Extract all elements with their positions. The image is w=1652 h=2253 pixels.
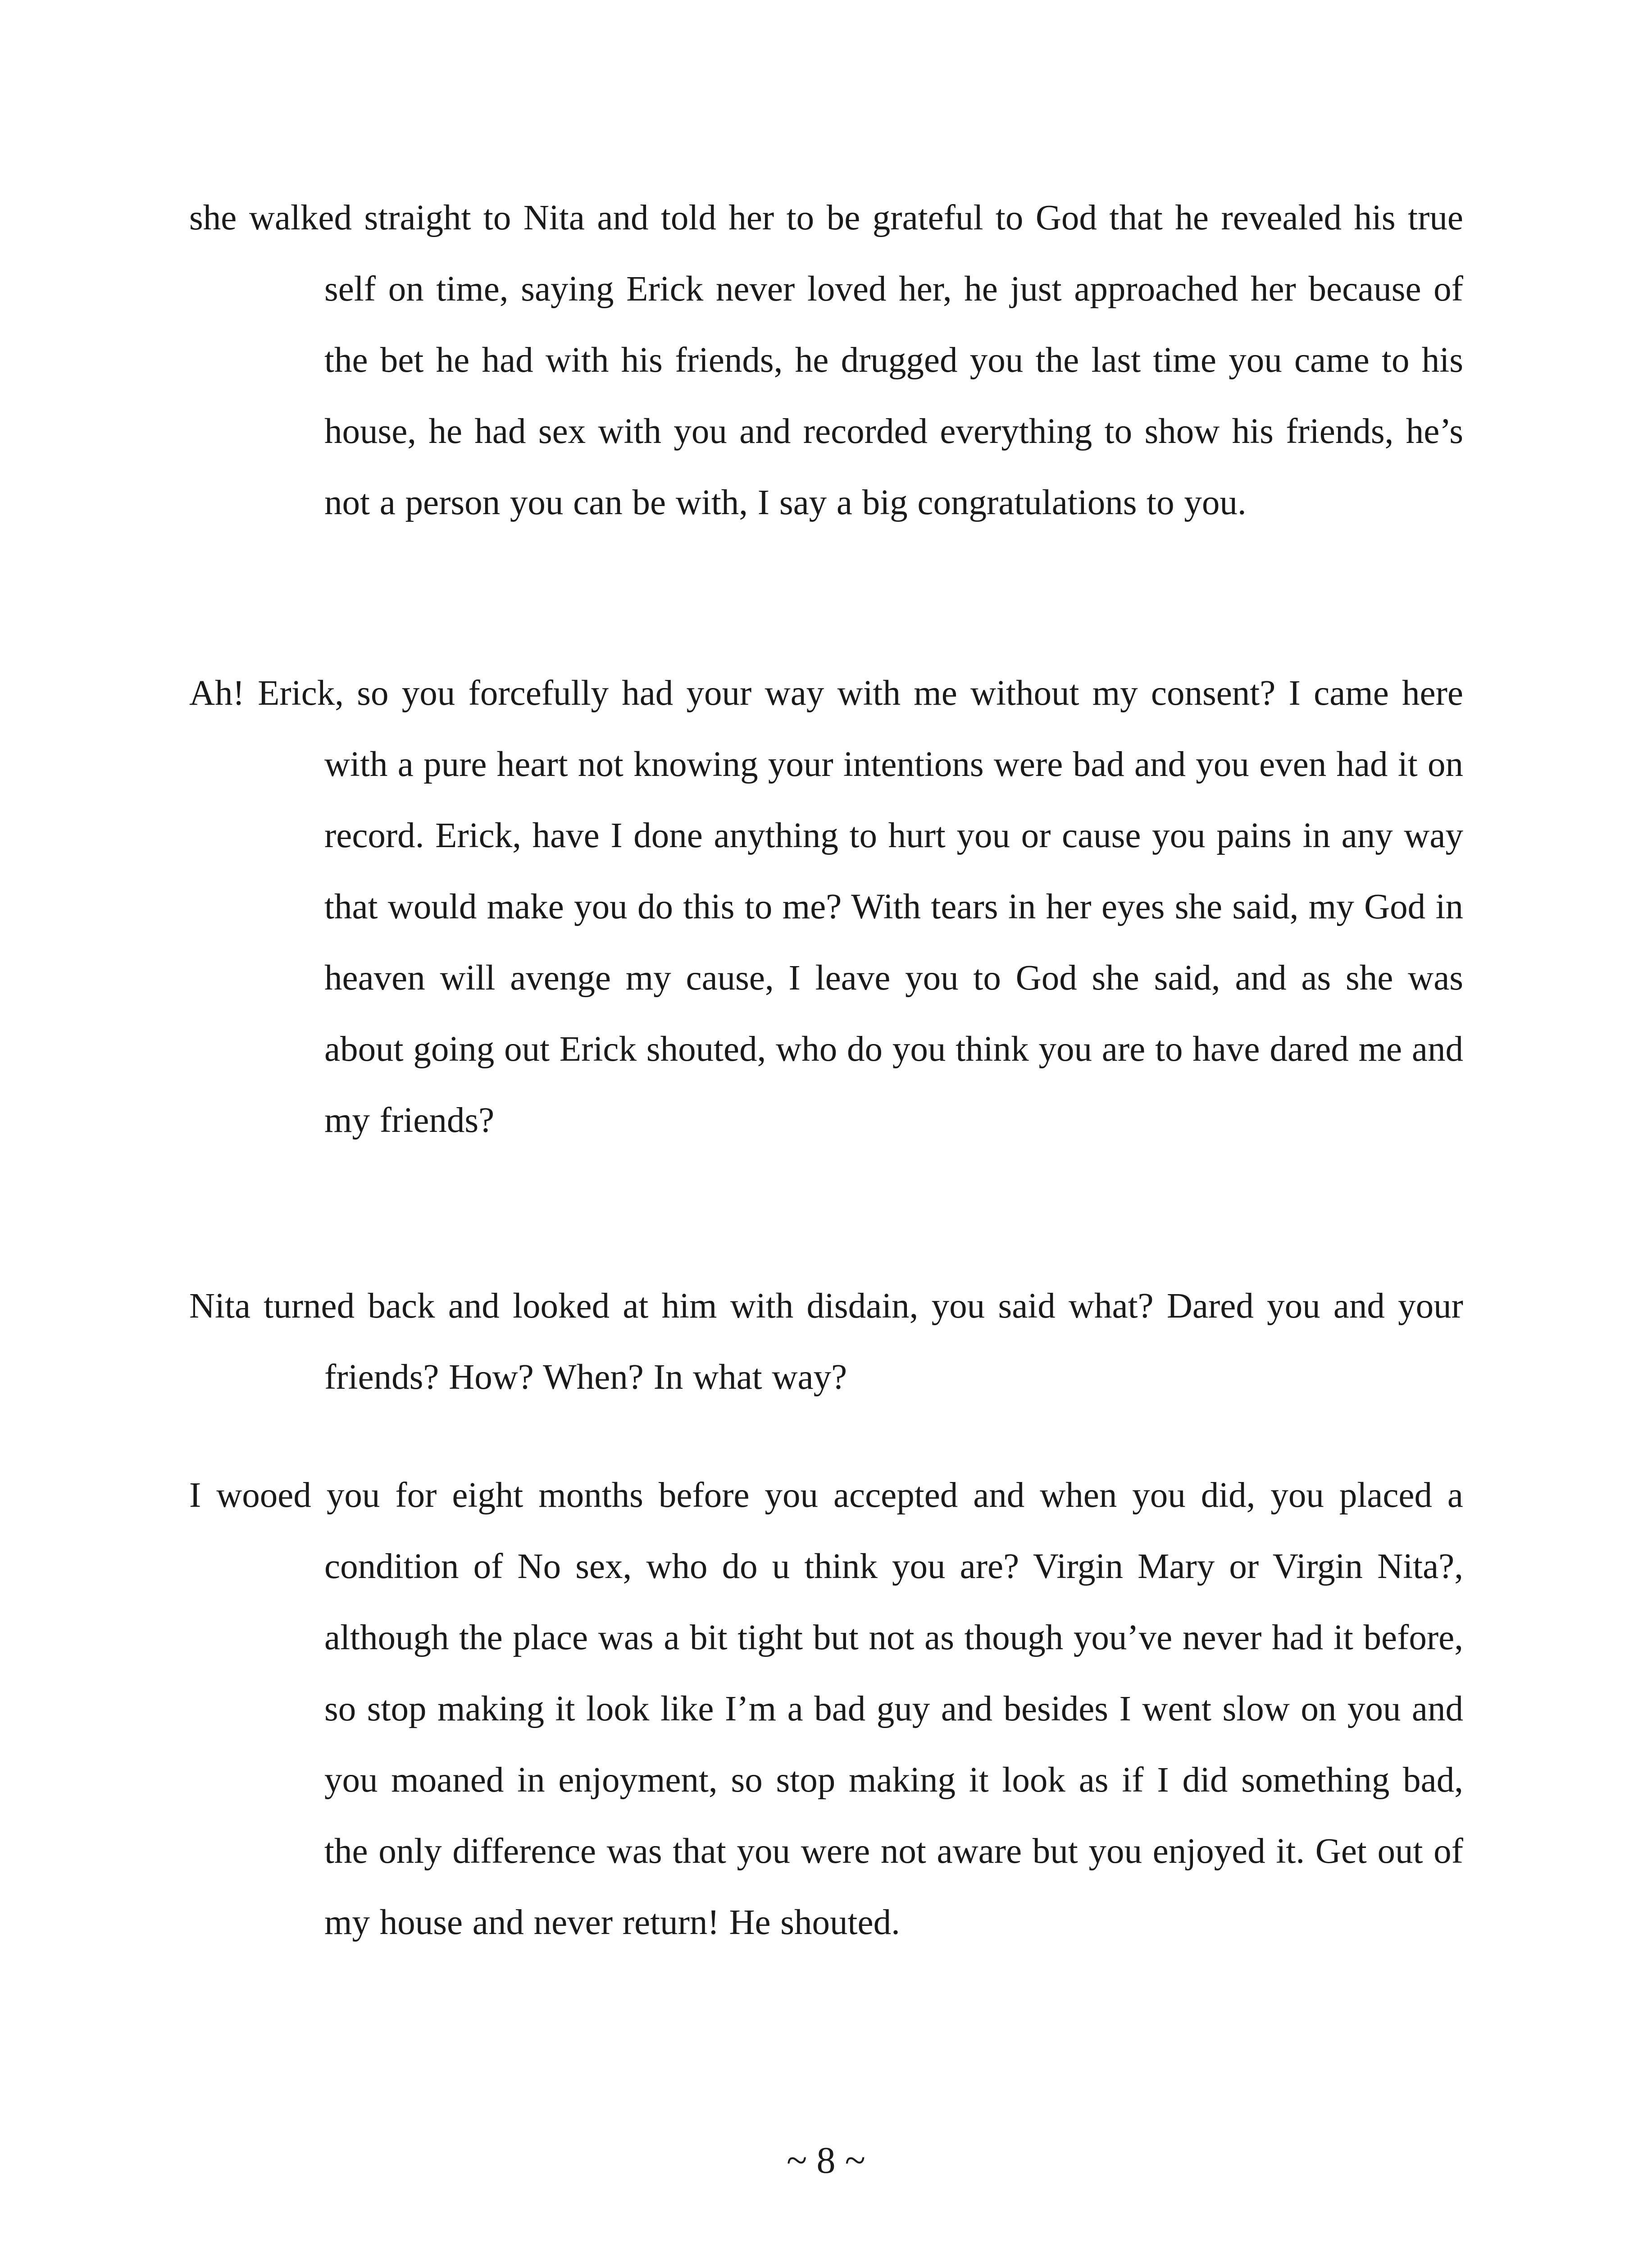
paragraph-4: I wooed you for eight months before you accepted and when you did, you placed a condition of No sex, who do u think you are? Virgin Mary or Virgin Nita?, although the place was a bit tight but not as though you’ve never had it before, so stop making it look like I’m a bad guy and besides I went slow on you and you moaned in enjoyment, so stop making it look as if I did something bad, the only difference was that you were not aware but you enjoyed it. Get out of my house and never return! He shouted. (189, 1476, 1463, 1942)
paragraph-1: she walked straight to Nita and told her to be grateful to God that he revealed his true self on time, saying Erick never loved her, he just approached her because of the bet he had with his friends, he drugged you the last time you came to his house, he had sex with you and recorded everything to show his friends, he’s not a person you can be with, I say a big congratulations to you. (189, 198, 1463, 522)
paragraph-2: Ah! Erick, so you forcefully had your way with me without my consent? I came here with a pure heart not knowing your intentions were bad and you even had it on record. Erick, have I done anything to hurt you or cause you pains in any way that would make you do this to me? With tears in her eyes she said, my God in heaven will avenge my cause, I leave you to God she said, and as she was about going out Erick shouted, who do you think you are to have dared me and my friends? (189, 674, 1463, 1140)
paragraph-3: Nita turned back and looked at him with disdain, you said what? Dared you and your friends? How? When? In what way? (189, 1286, 1463, 1397)
page-number: ~ 8 ~ (787, 2139, 865, 2181)
